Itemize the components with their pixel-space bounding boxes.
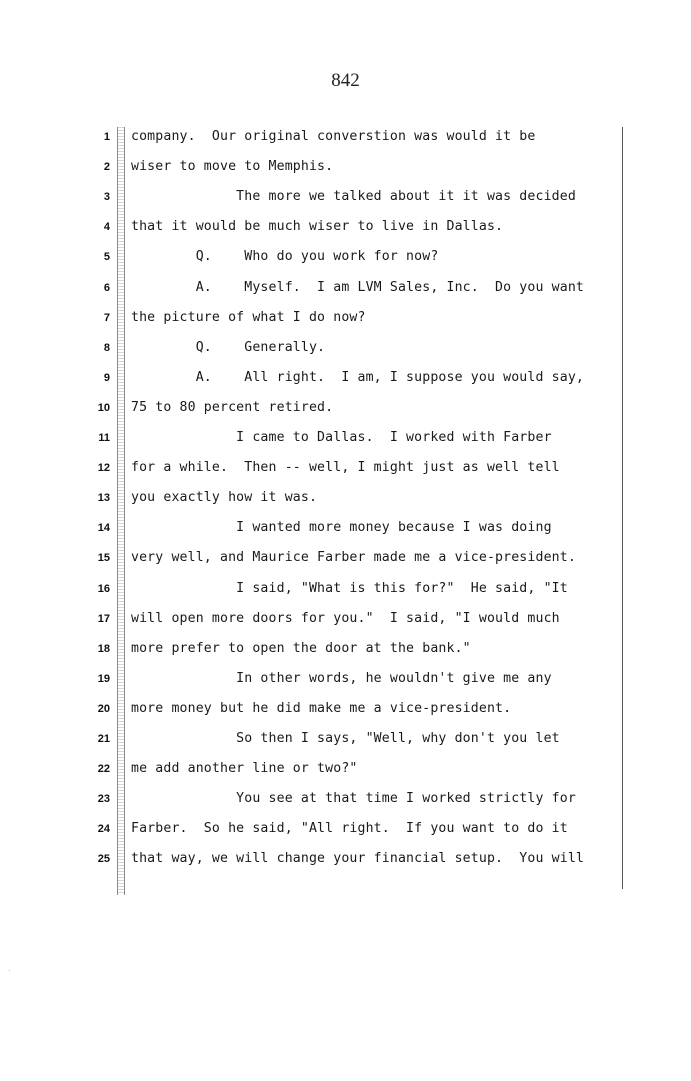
line-text: more money but he did make me a vice-president. (131, 700, 512, 716)
line-number: 17 (97, 612, 110, 625)
line-number: 16 (97, 582, 110, 595)
line-number: 7 (103, 311, 110, 324)
transcript-line (0, 280, 691, 310)
line-number: 12 (97, 462, 110, 475)
line-text: the picture of what I do now? (131, 309, 366, 325)
line-text: for a while. Then -- well, I might just as well tell (131, 460, 560, 476)
transcript-line (0, 129, 691, 159)
line-number: 22 (97, 763, 110, 776)
line-number: 20 (97, 702, 110, 715)
transcript-line (0, 400, 691, 430)
line-text: Farber. So he said, "All right. If you want to do it (131, 821, 568, 837)
transcript-line (0, 159, 691, 189)
line-number: 11 (98, 432, 110, 444)
transcript-line (0, 189, 691, 219)
line-number: 23 (97, 793, 110, 806)
line-number: 18 (97, 642, 110, 655)
line-number: 4 (103, 221, 110, 234)
line-number: 1 (103, 131, 110, 143)
transcript-line (0, 671, 691, 701)
transcript-line (0, 731, 691, 761)
line-text: A. All right. I am, I suppose you would say, (131, 369, 585, 385)
line-number: 10 (97, 401, 110, 414)
transcript-line (0, 310, 691, 340)
line-text: Q. Generally. (131, 339, 326, 355)
line-text: In other words, he wouldn't give me any (131, 670, 552, 686)
line-text: The more we talked about it it was decided (131, 189, 576, 205)
line-text: wiser to move to Memphis. (131, 159, 334, 175)
transcript-line (0, 851, 691, 881)
transcript-line (0, 641, 691, 671)
line-text: Q. Who do you work for now? (131, 249, 439, 265)
line-text: that it would be much wiser to live in Dallas. (131, 219, 504, 235)
line-text: A. Myself. I am LVM Sales, Inc. Do you want (131, 279, 585, 295)
transcript-line (0, 249, 691, 279)
line-text: 75 to 80 percent retired. (131, 399, 334, 415)
line-number: 21 (97, 733, 110, 745)
line-text: that way, we will change your financial setup. You will (131, 851, 585, 867)
line-text: more prefer to open the door at the bank." (131, 640, 471, 656)
line-text: You see at that time I worked strictly for (131, 791, 576, 807)
line-number: 15 (97, 552, 110, 565)
transcript-line (0, 581, 691, 611)
transcript-line (0, 550, 691, 580)
transcript-line (0, 611, 691, 641)
line-text: I said, "What is this for?" He said, "It (131, 580, 568, 596)
line-number: 14 (97, 522, 110, 535)
transcript-line (0, 490, 691, 520)
line-number: 9 (103, 371, 110, 384)
line-number: 8 (103, 341, 110, 354)
line-number: 24 (97, 823, 110, 836)
line-text: very well, and Maurice Farber made me a vice-president. (131, 550, 576, 566)
line-number: 3 (103, 191, 110, 204)
line-text: company. Our original converstion was would it be (131, 129, 536, 144)
transcript-line (0, 791, 691, 821)
transcript-line (0, 460, 691, 490)
line-number: 5 (103, 251, 110, 264)
line-text: I wanted more money because I was doing (131, 520, 552, 536)
transcript-line (0, 340, 691, 370)
page-number: 842 (331, 70, 360, 91)
transcript-line (0, 370, 691, 400)
transcript-line (0, 520, 691, 550)
transcript-line (0, 430, 691, 460)
scan-speck: · (8, 966, 11, 975)
line-text: you exactly how it was. (131, 490, 318, 506)
transcript-line (0, 701, 691, 731)
line-number: 13 (97, 492, 110, 505)
transcript-line (0, 821, 691, 851)
transcript-line (0, 761, 691, 791)
line-text: I came to Dallas. I worked with Farber (131, 430, 552, 445)
line-number: 19 (97, 672, 110, 685)
line-text: So then I says, "Well, why don't you let (131, 731, 560, 746)
line-text: me add another line or two?" (131, 761, 358, 777)
line-number: 2 (103, 161, 110, 174)
line-text: will open more doors for you." I said, "I would much (131, 610, 560, 626)
line-number: 6 (103, 281, 110, 294)
line-number: 25 (97, 853, 110, 866)
transcript-line (0, 219, 691, 249)
